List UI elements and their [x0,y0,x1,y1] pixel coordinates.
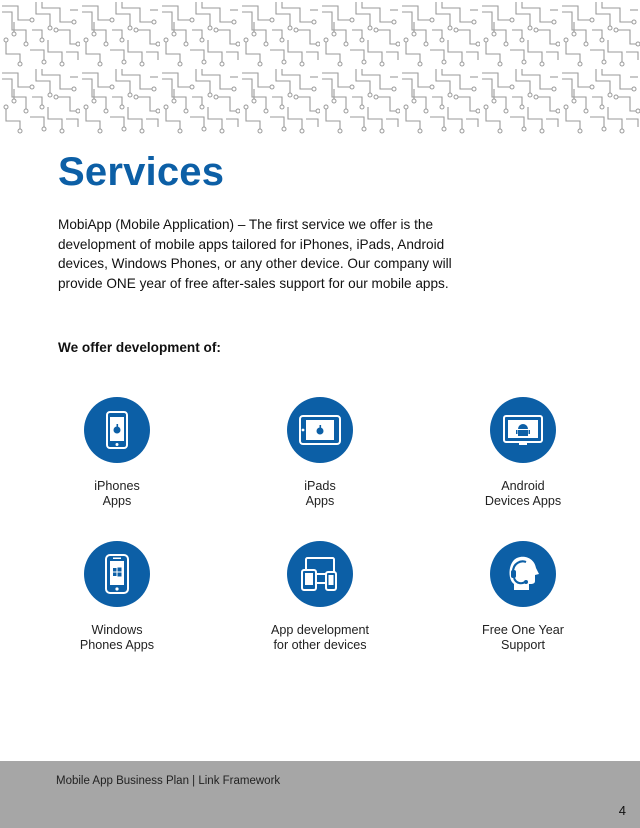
service-item-ipads [240,397,400,508]
footer-text: Mobile App Business Plan | Link Framework [56,775,281,787]
service-label-line1: Free One Year [482,623,564,637]
support-headset-icon [490,541,556,607]
service-label-line2: Apps [102,493,132,508]
service-label-line2: Devices Apps [484,493,562,508]
service-label-line2: Phones Apps [79,637,155,652]
service-label-line2: for other devices [273,637,367,652]
service-label-line1: iPhones [94,479,140,493]
service-label-line1: Android [501,479,545,493]
service-item-iphones [37,397,197,508]
service-item-other-devices [240,541,400,652]
circuit-pattern [0,0,640,134]
service-label-line1: Windows [91,623,143,637]
circuit-pattern-banner [0,0,640,134]
services-subheading: We offer development of: [58,340,221,355]
ipad-icon [287,397,353,463]
android-tablet-icon [490,397,556,463]
windows-phone-icon [84,541,150,607]
service-label-line1: iPads [304,479,336,493]
service-item-android [443,397,603,508]
iphone-icon [84,397,150,463]
service-label-line1: App development [270,623,370,637]
page-number: 4 [618,803,626,818]
service-item-windows-phones [37,541,197,652]
multi-device-icon [287,541,353,607]
page-title: Services [58,150,225,194]
intro-paragraph: MobiApp (Mobile Application) – The first service we offer is the development of mobile apps tailored for iPhones, iPads, Android devices, Windows Phones, or any other device. Our company will provide ONE year of free after-sales support for our mobile apps. [58,217,452,291]
service-label-line2: Support [500,637,546,652]
service-label-line2: Apps [305,493,335,508]
page-footer [0,761,640,828]
service-item-support [443,541,603,652]
